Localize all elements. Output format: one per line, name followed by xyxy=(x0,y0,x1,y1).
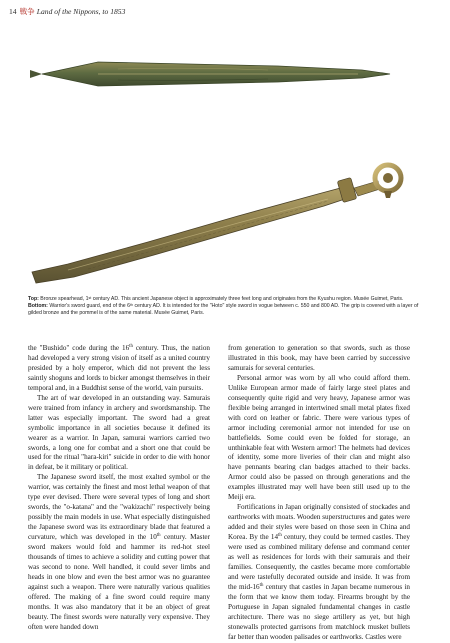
text-column-left xyxy=(28,344,210,633)
caption-bottom-text: Warrior's sword guard, end of the 6 xyxy=(47,303,130,310)
ordinal-sup: th xyxy=(259,582,264,588)
kanji-ornament: 戦争 xyxy=(19,7,35,16)
paragraph-text: Fortifications in Japan originally consisted of stockades and earthworks with moats. Wooden superstructures and gates were added and their styles were based on those seen in China and Korea. By the 14 xyxy=(228,503,410,542)
caption-top-text-b: century AD. This ancient Japanese object is approximately three feet long and originates from the Kyushu region. Musée Guimet, Paris. xyxy=(91,296,404,302)
sword-image xyxy=(32,165,401,283)
caption-top-text: Bronze spearhead, 1 xyxy=(38,296,89,302)
paragraph-text: The Japanese sword itself, the most exalted symbol or the warrior, was certainly the finest and most lethal weapon of that type ever devised. There were several types of long and short swords, the "o-katana" and the "wakizachi" respectively being possibly the main models in use. What especially distinguished the Japanese sword was its extraordinary blade that featured a curvature, which was developed in the 10 xyxy=(28,473,210,542)
paragraph-text: century. Master sword makers would fold and hammer its red-hot steel thousands of times to achieve a solidity and cutting power that was second to none. Well handled, it could sever limbs and heads in one blow and even the best armor was no guarantee against such a weapon. There were naturally various qualities offered. The making of a fine sword could require many months. It was also mandatory that it be an object of great beauty. The finest swords were naturally very expensive. They often were handed down xyxy=(28,533,210,631)
caption-sup: st xyxy=(88,296,92,300)
figure-caption xyxy=(28,296,421,318)
paragraph-text: Personal armor was worn by all who could afford them. Unlike European armor made of fairly large steel plates and consequently quite rigid and very heavy, Japanese armor was flexible being arranged in intertwined small metal plates fixed with cord on leather or fabric. There were various types of armor including ceremonial armor not intended for use on battlefields. Some could even be folded for storage, an unthinkable feat with Western armor! The helmets had devices of identity, some more liveries of their clan and might also have pennants bearing clan badges attached to their backs. Armor could also be passed on through generations and the examples illustrated may well have been still used up to the Meiji era. xyxy=(228,373,410,502)
paragraph-text: century that castles in Japan became numerous in the form that we know them today. Firearms brought by the Portuguese in Japan signaled fundamental changes in castle architecture. There was no siege artillery as yet, but high stonewalls protected garrisons from matchlock musket bullets far better than wooden palisades or earthworks. Castles were xyxy=(228,582,410,641)
paragraph xyxy=(228,503,410,642)
paragraph-text: the "Bushido" code during the 16 xyxy=(28,344,130,352)
ordinal-sup: th xyxy=(129,344,133,349)
paragraph xyxy=(228,374,410,503)
page-number: 14 xyxy=(9,7,17,16)
bronze-spearhead-and-sword-photo xyxy=(28,36,408,290)
paragraph-text: The art of war developed in an outstanding way. Samurais were trained from infancy in archery and swordsmanship. The latter was especially important. The sword had a great symbolic importance in all societies because it defined its wearer as a warrior. In Japan, samurai warriors carried two swords, a long one for combat and a short one that could be used for the ritual "hara-kiri" suicide in order to die with honor in defeat, be it military or political. xyxy=(28,393,210,472)
ordinal-sup: th xyxy=(278,533,282,539)
text-column-right xyxy=(228,344,410,643)
ordinal-sup: th xyxy=(156,533,161,539)
paragraph-text: from generation to generation so that swords, such as those illustrated in this book, may have been carried by successive samurais for several centuries. xyxy=(228,344,410,372)
caption-bottom-text-b: century AD. It is intended for the "Hoto" style sword in vogue between c. 550 and 800 AD. The grip is covered with a layer of gilded bronze and the pommel is of the same material. Musée Guimet, Paris. xyxy=(28,303,419,317)
caption-sup: th xyxy=(130,303,133,308)
spearhead-image xyxy=(30,62,390,86)
paragraph xyxy=(28,344,210,394)
paragraph-text: century. Thus, the nation had developed a very strong vision of itself as a united country presided by a holy emperor, which did not prevent the less saintly shoguns and lords to bicker amongst themselves in their temporal and, in a Buddhist sense of the world, vain pursuits. xyxy=(28,344,210,392)
caption-bottom-label: Bottom: xyxy=(28,303,48,310)
paragraph xyxy=(28,473,210,632)
paragraph-text: century, they could be termed castles. They were used as combined military defense and command center as well as residences for lords with their samurais and their families. Consequently, the castles became more comfortable and were tastefully decorated outside and inside. It was from the mid-16 xyxy=(228,533,410,591)
caption-top-label: Top: xyxy=(28,296,39,302)
paragraph xyxy=(228,344,410,374)
figure-photo xyxy=(28,36,408,290)
book-title: Land of the Nippons, to 1853 xyxy=(36,7,126,16)
paragraph xyxy=(28,394,210,474)
running-header xyxy=(9,7,125,16)
